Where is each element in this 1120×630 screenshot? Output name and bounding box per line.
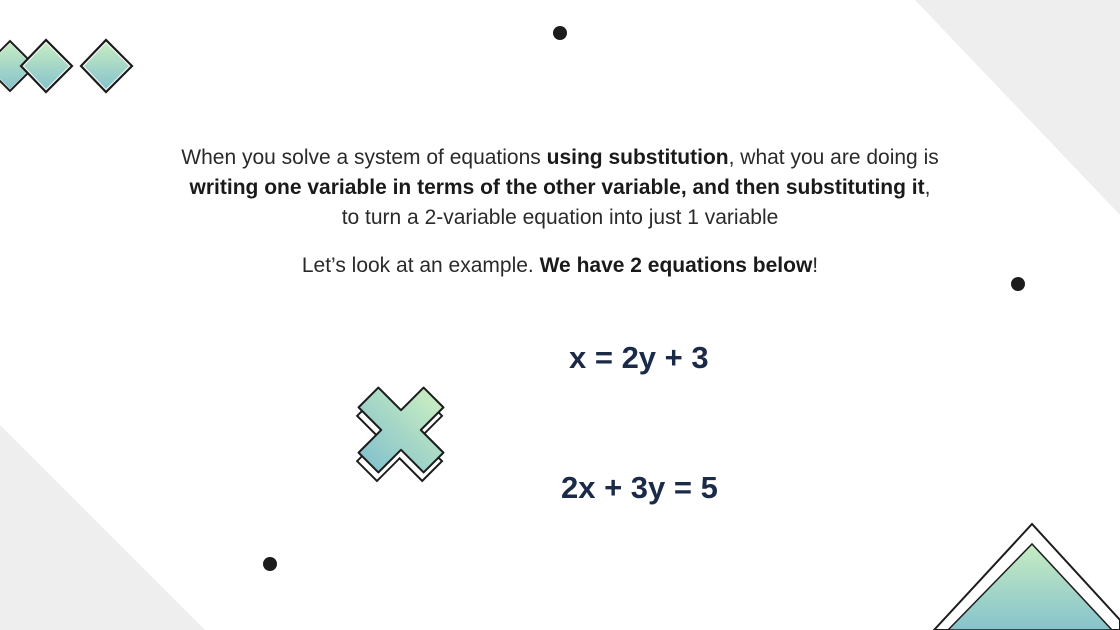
text-span: , to turn a 2-variable equation into just 1 variable bbox=[341, 176, 931, 229]
equation-1: x = 2y + 3 bbox=[569, 340, 709, 375]
text-span: Let’s look at an example. bbox=[301, 254, 540, 277]
equation-2: 2x + 3y = 5 bbox=[561, 470, 718, 505]
text-span: When you solve a system of equations bbox=[181, 146, 547, 169]
text-span: , what you are doing is bbox=[728, 146, 939, 169]
emphasis-text: writing one variable in terms of the other variable, and then substituting it bbox=[189, 176, 925, 199]
explanation-paragraph bbox=[180, 143, 940, 233]
emphasis-text: We have 2 equations below bbox=[539, 254, 813, 277]
text-span: ! bbox=[812, 254, 819, 277]
example-intro bbox=[180, 251, 940, 281]
emphasis-text: using substitution bbox=[546, 146, 729, 169]
